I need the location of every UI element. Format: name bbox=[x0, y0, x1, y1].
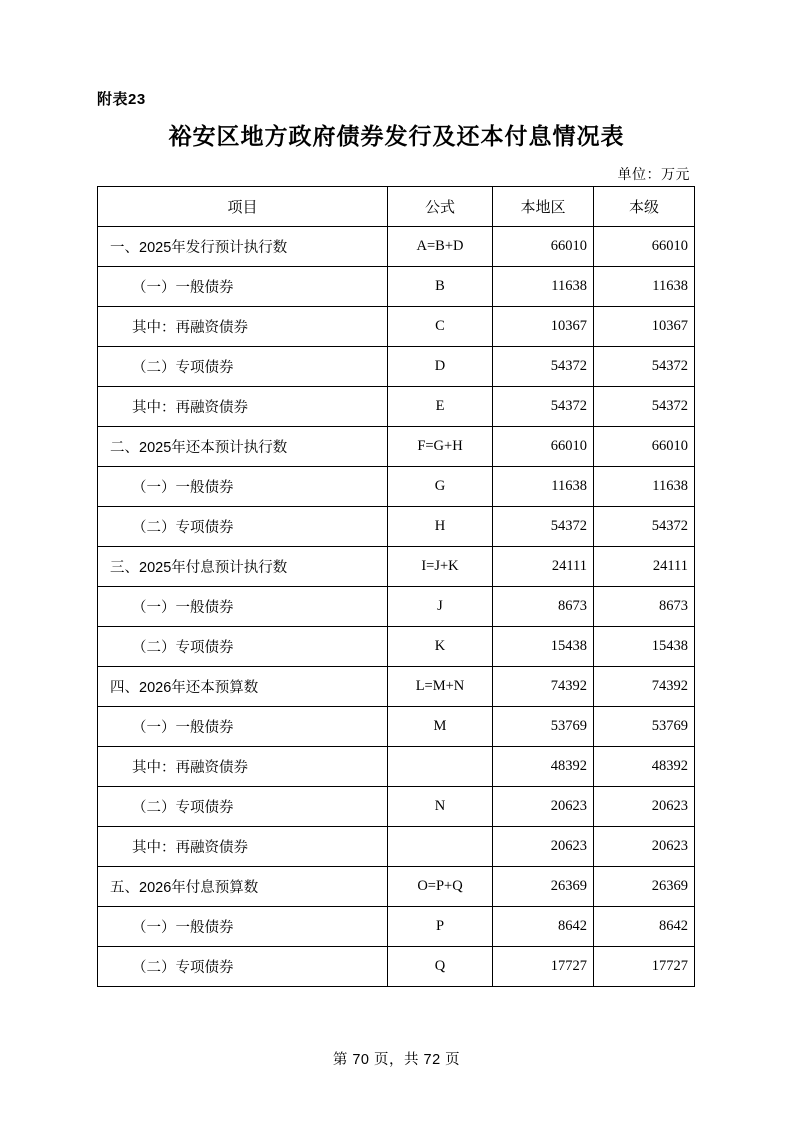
row-formula: I=J+K bbox=[388, 547, 493, 587]
row-item-label: 其中：再融资债券 bbox=[98, 387, 388, 427]
table-row bbox=[98, 227, 695, 267]
row-item-label: 五、2026年付息预算数 bbox=[98, 867, 388, 907]
row-local-value: 66010 bbox=[493, 227, 594, 267]
row-local-value: 11638 bbox=[493, 267, 594, 307]
row-local-value: 8673 bbox=[493, 587, 594, 627]
row-level-value: 8642 bbox=[594, 907, 695, 947]
row-formula: O=P+Q bbox=[388, 867, 493, 907]
row-formula bbox=[388, 827, 493, 867]
table-row bbox=[98, 787, 695, 827]
row-local-value: 20623 bbox=[493, 787, 594, 827]
row-level-value: 54372 bbox=[594, 507, 695, 547]
table-header-row bbox=[98, 187, 695, 227]
row-formula: E bbox=[388, 387, 493, 427]
row-formula: P bbox=[388, 907, 493, 947]
row-formula: M bbox=[388, 707, 493, 747]
column-header-level: 本级 bbox=[594, 187, 695, 227]
row-level-value: 66010 bbox=[594, 427, 695, 467]
table-row bbox=[98, 627, 695, 667]
row-local-value: 17727 bbox=[493, 947, 594, 987]
row-level-value: 54372 bbox=[594, 387, 695, 427]
row-level-value: 20623 bbox=[594, 827, 695, 867]
row-item-label: （二）专项债券 bbox=[98, 787, 388, 827]
row-formula: K bbox=[388, 627, 493, 667]
row-local-value: 66010 bbox=[493, 427, 594, 467]
row-local-value: 8642 bbox=[493, 907, 594, 947]
row-level-value: 48392 bbox=[594, 747, 695, 787]
row-item-label: 其中：再融资债券 bbox=[98, 747, 388, 787]
row-local-value: 53769 bbox=[493, 707, 594, 747]
row-level-value: 20623 bbox=[594, 787, 695, 827]
row-item-label: 其中：再融资债券 bbox=[98, 827, 388, 867]
table-row bbox=[98, 307, 695, 347]
row-level-value: 24111 bbox=[594, 547, 695, 587]
row-local-value: 24111 bbox=[493, 547, 594, 587]
table-row bbox=[98, 707, 695, 747]
table-row bbox=[98, 747, 695, 787]
row-formula: F=G+H bbox=[388, 427, 493, 467]
table-row bbox=[98, 587, 695, 627]
page-title: 裕安区地方政府债券发行及还本付息情况表 bbox=[168, 123, 625, 149]
row-level-value: 8673 bbox=[594, 587, 695, 627]
row-formula: B bbox=[388, 267, 493, 307]
row-level-value: 10367 bbox=[594, 307, 695, 347]
row-formula: C bbox=[388, 307, 493, 347]
table-row bbox=[98, 507, 695, 547]
row-level-value: 66010 bbox=[594, 227, 695, 267]
row-level-value: 54372 bbox=[594, 347, 695, 387]
row-item-label: （二）专项债券 bbox=[98, 627, 388, 667]
table-row bbox=[98, 347, 695, 387]
row-local-value: 54372 bbox=[493, 387, 594, 427]
row-formula: A=B+D bbox=[388, 227, 493, 267]
row-item-label: 三、2025年付息预计执行数 bbox=[98, 547, 388, 587]
table-row bbox=[98, 427, 695, 467]
row-item-label: （二）专项债券 bbox=[98, 507, 388, 547]
table-row bbox=[98, 947, 695, 987]
row-level-value: 15438 bbox=[594, 627, 695, 667]
row-formula: H bbox=[388, 507, 493, 547]
row-local-value: 48392 bbox=[493, 747, 594, 787]
row-local-value: 54372 bbox=[493, 507, 594, 547]
row-local-value: 54372 bbox=[493, 347, 594, 387]
row-item-label: （二）专项债券 bbox=[98, 947, 388, 987]
row-level-value: 11638 bbox=[594, 267, 695, 307]
unit-label: 单位：万元 bbox=[617, 166, 690, 182]
row-formula: L=M+N bbox=[388, 667, 493, 707]
row-level-value: 26369 bbox=[594, 867, 695, 907]
row-local-value: 74392 bbox=[493, 667, 594, 707]
row-formula: N bbox=[388, 787, 493, 827]
row-item-label: （一）一般债券 bbox=[98, 587, 388, 627]
row-item-label: （一）一般债券 bbox=[98, 907, 388, 947]
column-header-item: 项目 bbox=[98, 187, 388, 227]
row-formula bbox=[388, 747, 493, 787]
row-item-label: （二）专项债券 bbox=[98, 347, 388, 387]
row-level-value: 74392 bbox=[594, 667, 695, 707]
table-row bbox=[98, 907, 695, 947]
table-body bbox=[98, 227, 695, 987]
row-local-value: 10367 bbox=[493, 307, 594, 347]
table-row bbox=[98, 867, 695, 907]
row-level-value: 53769 bbox=[594, 707, 695, 747]
table-row bbox=[98, 667, 695, 707]
row-item-label: 一、2025年发行预计执行数 bbox=[98, 227, 388, 267]
row-formula: Q bbox=[388, 947, 493, 987]
row-local-value: 15438 bbox=[493, 627, 594, 667]
row-local-value: 20623 bbox=[493, 827, 594, 867]
column-header-formula: 公式 bbox=[388, 187, 493, 227]
row-item-label: （一）一般债券 bbox=[98, 467, 388, 507]
row-item-label: （一）一般债券 bbox=[98, 707, 388, 747]
table-row bbox=[98, 467, 695, 507]
page-footer: 第 70 页，共 72 页 bbox=[332, 1052, 461, 1068]
row-formula: D bbox=[388, 347, 493, 387]
row-formula: J bbox=[388, 587, 493, 627]
attachment-label: 附表23 bbox=[97, 91, 146, 108]
row-level-value: 11638 bbox=[594, 467, 695, 507]
column-header-local: 本地区 bbox=[493, 187, 594, 227]
table-row bbox=[98, 267, 695, 307]
table-row bbox=[98, 827, 695, 867]
row-level-value: 17727 bbox=[594, 947, 695, 987]
budget-table bbox=[97, 186, 695, 987]
row-local-value: 11638 bbox=[493, 467, 594, 507]
row-item-label: 二、2025年还本预计执行数 bbox=[98, 427, 388, 467]
row-item-label: 其中：再融资债券 bbox=[98, 307, 388, 347]
table-row bbox=[98, 547, 695, 587]
row-local-value: 26369 bbox=[493, 867, 594, 907]
row-item-label: 四、2026年还本预算数 bbox=[98, 667, 388, 707]
row-formula: G bbox=[388, 467, 493, 507]
row-item-label: （一）一般债券 bbox=[98, 267, 388, 307]
table-row bbox=[98, 387, 695, 427]
